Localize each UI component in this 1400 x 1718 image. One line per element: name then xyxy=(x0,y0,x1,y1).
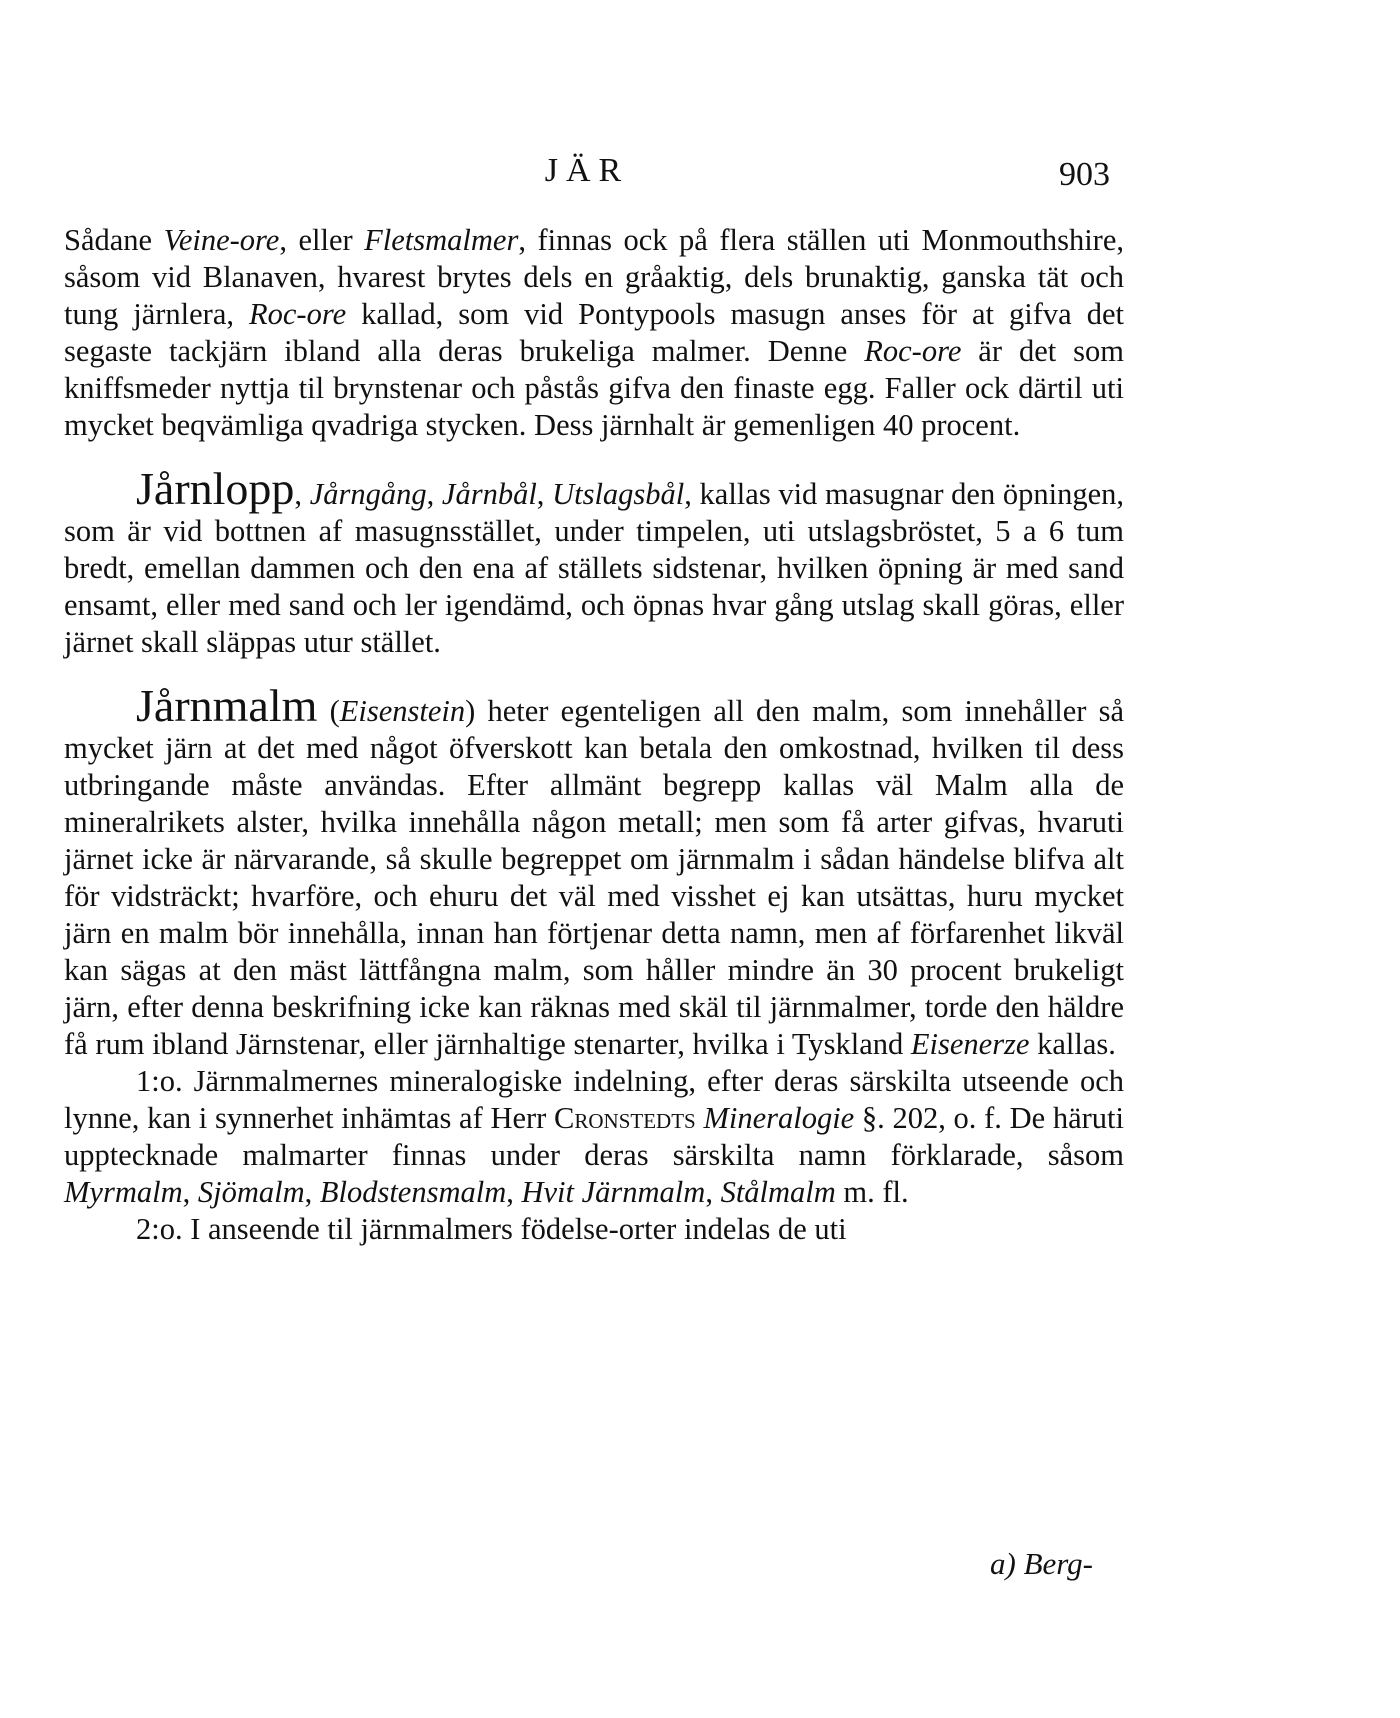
text-run: §. 202, o. f. De häruti upptecknade malmarter finnas under deras särskilta namn förklarade, såsom xyxy=(64,1101,1124,1172)
text-run: , xyxy=(304,1175,320,1209)
page-header xyxy=(64,152,1110,202)
text-run: , xyxy=(294,477,310,511)
text-run: , kallas vid masugnar den öpningen, som är vid bottnen af masugnsstället, under timpelen, uti utslagsbröstet, 5 a 6 tum bredt, emellan dammen och den ena af ställets sidstenar, hvilken öpning är med sand ensamt, eller med sand och ler igendämd, och öpnas hvar gång utslag skall göras, eller järnet skall släppas utur stället. xyxy=(64,477,1125,659)
italic-term: Roc-ore xyxy=(249,297,347,331)
italic-term: Utslagsbål xyxy=(552,477,685,511)
text-run: m. fl. xyxy=(835,1175,909,1209)
text-run: , xyxy=(182,1175,198,1209)
italic-term: Mineralogie xyxy=(703,1101,855,1135)
entry-jarnlopp xyxy=(64,463,1125,661)
italic-term: Eisenerze xyxy=(910,1027,1030,1061)
italic-term: Roc-ore xyxy=(864,334,962,368)
text-run: ( xyxy=(317,694,340,728)
italic-term: Blodstensmalm xyxy=(319,1175,507,1209)
catchword: a) Berg- xyxy=(990,1546,1094,1581)
page-number: 903 xyxy=(1059,156,1110,193)
paragraph-mineralogical-division xyxy=(64,1063,1124,1211)
paragraph-veine-ore xyxy=(64,222,1124,444)
text-run: kallas. xyxy=(1029,1027,1116,1061)
body-text xyxy=(64,222,1124,1248)
text-run: ) heter egenteligen all den malm, som innehåller så mycket järn at det med något öfverskott kan betala den omkostnad, hvilken til dess utbringande måste användas. Efter allmänt begrepp kallas väl Malm alla de mineralrikets alster, hvilka innehålla någon metall; men som få arter gifvas, hvaruti järnet icke är närvarande, så skulle begreppet om järnmalm i sådan händelse blifva alt för vidsträckt; hvarföre, och ehuru det väl med visshet ej kan utsättas, huru mycket järn en malm bör innehålla, innan han förtjenar detta namn, men af förfarenhet likväl kan sägas at den mäst lättfångna malm, som håller mindre än 30 procent brukeligt järn, efter denna beskrifning icke kan räknas med skäl til järnmalmer, torde den häldre få rum ibland Järnstenar, eller järnhaltige stenarter, hvilka i Tyskland xyxy=(64,694,1124,1061)
italic-term: Hvit Järnmalm xyxy=(521,1175,706,1209)
author-name: Cronstedts xyxy=(554,1101,696,1135)
italic-term: Stålmalm xyxy=(720,1175,836,1209)
text-run: är det som kniffsmeder nyttja til brynstenar och påstås gifva den finaste egg. Faller ock därtil uti mycket beqvämliga qvadriga stycken. Dess järnhalt är gemenligen 40 procent. xyxy=(64,334,1124,442)
italic-term: Sjömalm xyxy=(197,1175,305,1209)
paragraph-birthplace-division xyxy=(64,1211,1124,1248)
text-run: 2:o. I anseende til järnmalmers födelse-orter indelas de uti xyxy=(136,1212,847,1246)
text-run: 1:o. Järnmalmernes mineralogiske indelning, efter deras särskilta utseende och lynne, kan i synnerhet inhämtas af Herr xyxy=(64,1064,1124,1135)
italic-term: Fletsmalmer xyxy=(364,223,519,257)
text-run: , xyxy=(705,1175,721,1209)
text-run: Sådane xyxy=(64,223,164,257)
text-run: , xyxy=(426,477,442,511)
headword: Jårnmalm xyxy=(136,680,318,731)
text-run: , xyxy=(506,1175,522,1209)
headword: Jårnlopp xyxy=(136,463,295,514)
entry-jarnmalm xyxy=(64,680,1124,1063)
text-run: , finnas ock på flera ställen uti Monmouthshire, såsom vid Blanaven, hvarest brytes dels en gråaktig, dels brunaktig, ganska tät och tung järnlera, xyxy=(64,223,1125,331)
italic-term: Jårngång xyxy=(309,477,427,511)
italic-term: Eisenstein xyxy=(339,694,466,728)
italic-term: Jårnbål xyxy=(441,477,537,511)
italic-term: Myrmalm xyxy=(64,1175,183,1209)
text-run: , xyxy=(536,477,553,511)
italic-term: Veine-ore xyxy=(163,223,280,257)
running-head: JÄR xyxy=(544,152,630,189)
text-run: , eller xyxy=(279,223,365,257)
text-run: kallad, som vid Pontypools masugn anses för at gifva det segaste tackjärn ibland alla deras brukeliga malmer. Denne xyxy=(64,297,1124,368)
